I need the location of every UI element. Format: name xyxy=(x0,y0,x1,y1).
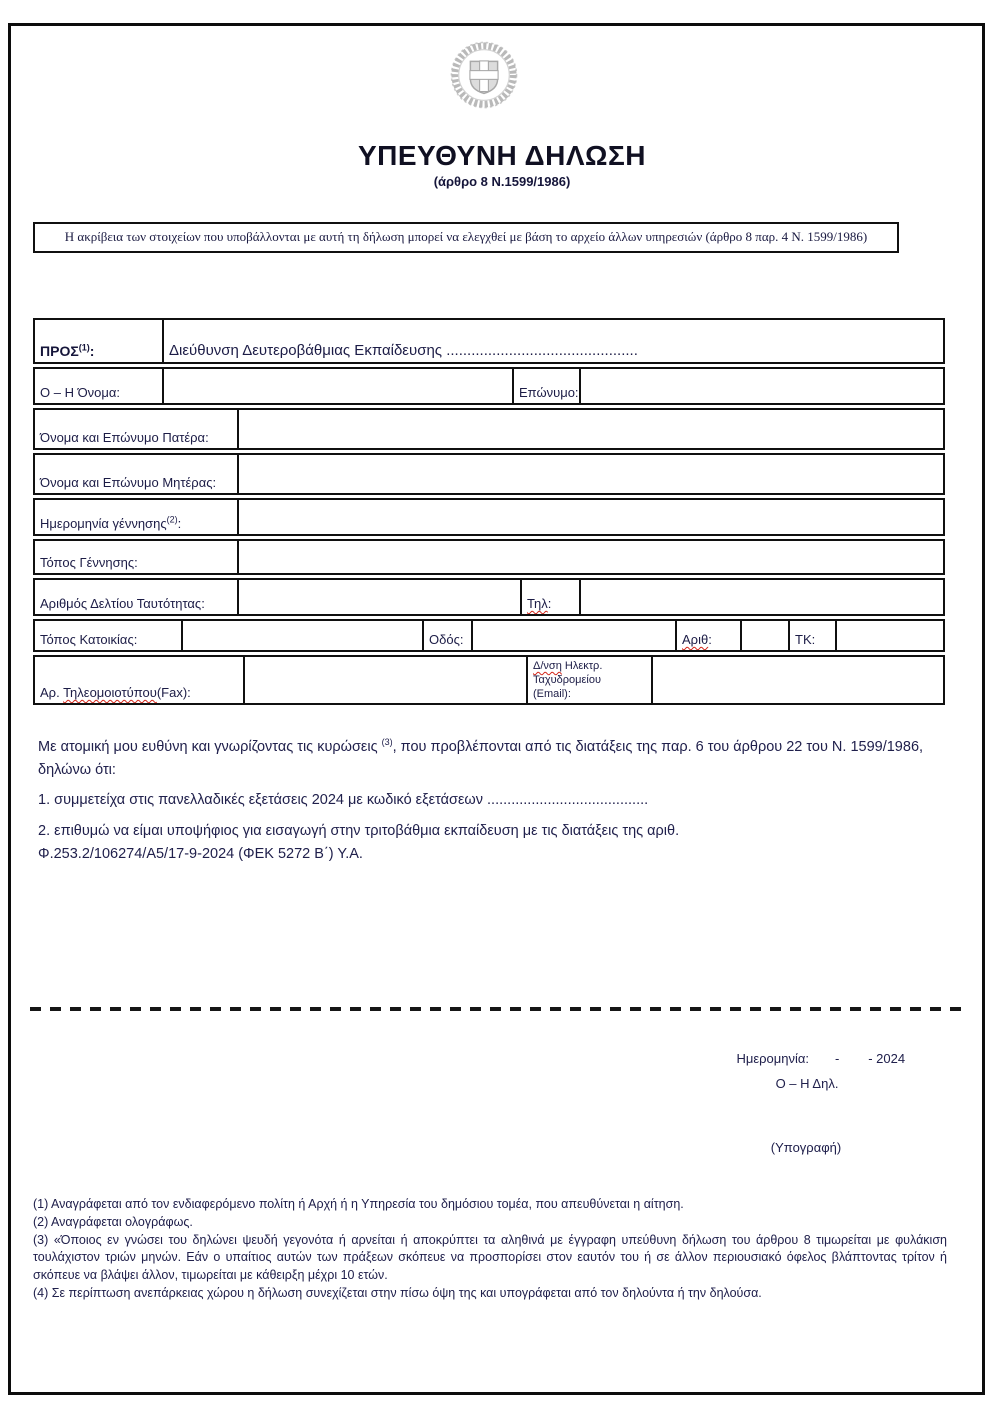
declaration-item-2: 2. επιθυμώ να είμαι υποψήφιος για εισαγωγή στην τριτοβάθμια εκπαίδευση με τις διατάξεις της αριθ. Φ.253.2/106274/Α5/17-9-2024 (ΦΕΚ 5272 Β΄) Υ.Α. xyxy=(38,822,680,862)
footnote-1: (1) Αναγράφεται από τον ενδιαφερόμενο πολίτη ή Αρχή ή η Υπηρεσία του δημόσιου τομέα, που απευθύνεται η αίτηση. xyxy=(33,1197,684,1211)
street-number-input-cell[interactable] xyxy=(740,621,788,650)
date-line xyxy=(722,1036,905,1081)
verification-notice-text: Η ακρίβεια των στοιχείων που υποβάλλονται με αυτή τη δήλωση μπορεί να ελεγχθεί με βάση το αρχείο άλλων υπηρεσιών (άρθρο 8 παρ. 4 Ν. 1599/1986) xyxy=(64,229,868,244)
footnote-2: (2) Αναγράφεται ολογράφως. xyxy=(33,1214,193,1229)
first-name-label: Ο – Η Όνομα: xyxy=(40,385,120,400)
fax-input-cell[interactable] xyxy=(243,657,526,703)
table-row-name xyxy=(33,367,945,405)
signature-hint[interactable]: (Υπογραφή) xyxy=(770,1140,842,1155)
footnotes xyxy=(33,1196,947,1303)
table-row-mother xyxy=(33,453,945,495)
declaration-intro: Με ατομική μου ευθύνη και γνωρίζοντας τις κυρώσεις $^{(3)}$, που προβλέπονται από τις διατάξεις της παρ. 6 του άρθρου 22 του Ν. 1599/1986, δηλώνω ότι: xyxy=(38,737,924,779)
id-number-input-cell[interactable] xyxy=(237,580,520,614)
street-number-label: Αριθ: xyxy=(675,621,740,650)
postcode-input-cell[interactable] xyxy=(835,621,943,650)
verification-notice-box xyxy=(33,222,899,253)
table-row-id-tel xyxy=(33,578,945,616)
email-label: Δ/νση Ηλεκτρ. Ταχυδρομείου (Email): xyxy=(526,657,651,703)
email-input-cell[interactable] xyxy=(651,657,943,703)
father-name-label: Όνομα και Επώνυμο Πατέρα: xyxy=(40,430,209,445)
pros-label: ΠΡΟΣ$^{(1)}$: xyxy=(40,342,95,359)
residence-input-cell[interactable] xyxy=(181,621,422,650)
date-value[interactable]: - - 2024 xyxy=(835,1051,906,1066)
residence-label: Τόπος Κατοικίας: xyxy=(40,632,138,647)
footnote-4: (4) Σε περίπτωση ανεπάρκειας χώρου η δήλωση συνεχίζεται στην πίσω όψη της και υπογράφεται από τον δηλούντα ή την δηλούσα. xyxy=(33,1285,762,1300)
postcode-label: ΤΚ: xyxy=(788,621,835,650)
table-row-fax-email xyxy=(33,655,945,705)
table-row-pros xyxy=(33,318,945,364)
table-row-birthplace xyxy=(33,539,945,575)
fax-label: Αρ. Τηλεομοιοτύπου(Fax): xyxy=(40,685,191,700)
telephone-input-cell[interactable] xyxy=(579,580,943,614)
surname-input-cell[interactable] xyxy=(579,369,943,403)
birthdate-input-cell[interactable] xyxy=(237,500,943,534)
date-label: Ημερομηνία: xyxy=(736,1051,809,1066)
mother-name-label: Όνομα και Επώνυμο Μητέρας: xyxy=(40,475,217,490)
table-row-father xyxy=(33,408,945,450)
page-title: ΥΠΕΥΘΥΝΗ ΔΗΛΩΣΗ xyxy=(357,140,647,171)
first-name-input-cell[interactable] xyxy=(162,369,512,403)
street-input-cell[interactable] xyxy=(471,621,675,650)
father-name-input-cell[interactable] xyxy=(237,410,943,448)
greek-coat-of-arms-icon xyxy=(449,40,519,110)
page-subtitle: (άρθρο 8 Ν.1599/1986) xyxy=(433,174,571,189)
mother-name-input-cell[interactable] xyxy=(237,455,943,493)
telephone-label: Τηλ: xyxy=(520,580,579,614)
applicant-details-table xyxy=(33,318,945,708)
id-number-label: Αριθμός Δελτίου Ταυτότητας: xyxy=(40,596,205,611)
dashed-cut-line xyxy=(30,1007,966,1011)
footnote-3: (3) «Όποιος εν γνώσει του δηλώνει ψευδή γεγονότα ή αρνείται ή αποκρύπτει τα αληθινά με έγγραφη υπεύθυνη δήλωση του άρθρου 8 τιμωρείται με φυλάκιση τουλάχιστον τριών μηνών. Εάν ο υπαίτιος αυτών των πράξεων σκόπευε να προσπορίσει στον εαυτόν του ή σε άλλον περιουσιακό όφελος βλάπτοντας τρίτον ή σκόπευε να βλάψει άλλον, τιμωρείται με κάθειρξη μέχρι 10 ετών. xyxy=(33,1232,947,1282)
table-row-birthdate xyxy=(33,498,945,536)
birthplace-input-cell[interactable] xyxy=(237,541,943,573)
declaration-item-1: 1. συμμετείχα στις πανελλαδικές εξετάσεις 2024 με κωδικό εξετάσεων ........................................ xyxy=(38,792,649,809)
birthdate-label: Ημερομηνία γέννησης$^{(2)}$: xyxy=(40,514,182,531)
pros-value-cell[interactable]: Διεύθυνση Δευτεροβάθμιας Εκπαίδευσης .............................................. xyxy=(162,320,943,362)
birthplace-label: Τόπος Γέννησης: xyxy=(40,555,138,570)
street-label: Οδός: xyxy=(422,621,471,650)
declarant-label: Ο – Η Δηλ. xyxy=(775,1076,839,1091)
declaration-body xyxy=(38,736,930,873)
surname-label: Επώνυμο: xyxy=(512,369,579,403)
table-row-address xyxy=(33,619,945,652)
